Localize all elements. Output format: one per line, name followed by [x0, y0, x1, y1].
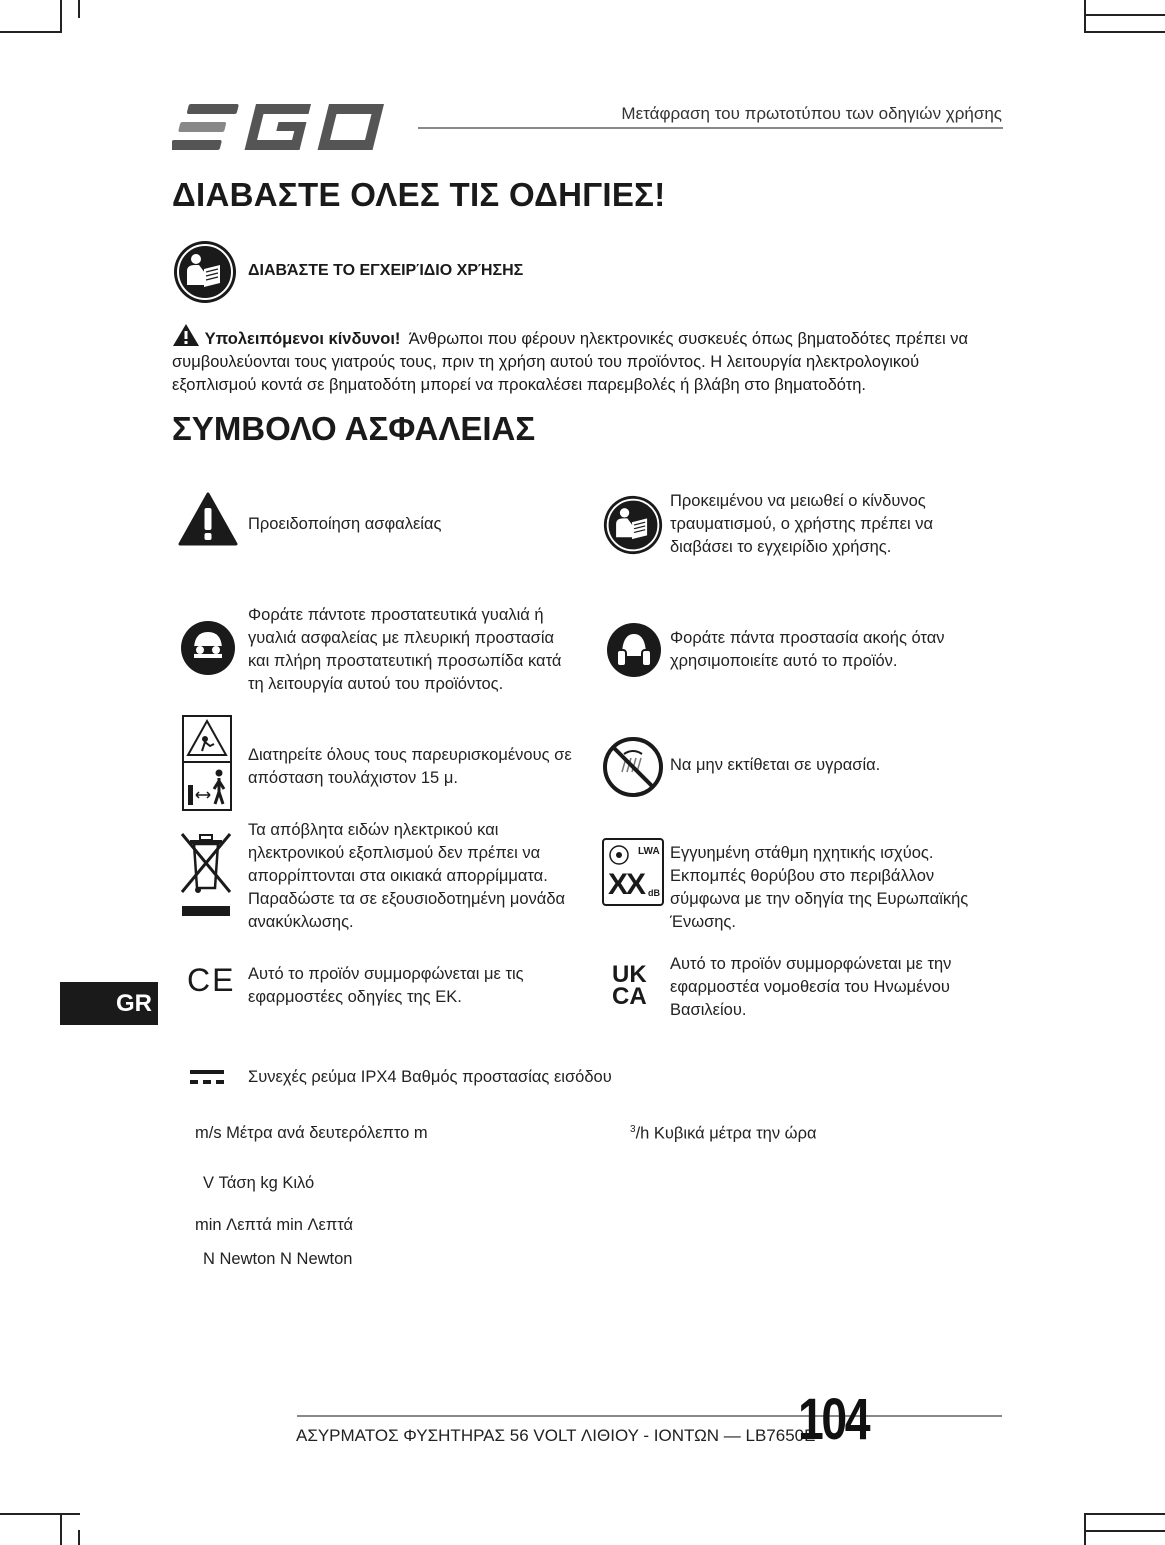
- unit-m3h-text: /h Κυβικά μέτρα την ώρα: [635, 1124, 817, 1143]
- sound-power-icon: [602, 838, 664, 906]
- symbol-dc-text: Συνεχές ρεύμα IPX4 Βαθμός προστασίας εισόδου: [248, 1068, 612, 1086]
- symbol-ukca-text: Αυτό το προϊόν συμμορφώνεται με την εφαρμοστέα νομοθεσία του Ηνωμένου Βασιλείου.: [670, 955, 952, 1019]
- symbol-noise-text: Εγγυημένη στάθμη ηχητικής ισχύος. Εκπομπές θορύβου στο περιβάλλον σύμφωνα με την οδηγία της Ευρωπαϊκής Ένωσης.: [670, 844, 969, 931]
- noise-icon-label: XX: [608, 868, 645, 901]
- crop-mark: [1084, 1513, 1165, 1515]
- crop-mark: [1084, 14, 1165, 16]
- footer-product: ΑΣΥΡΜΑΤΟΣ ΦΥΣΗΤΗΡΑΣ 56 VOLT ΛΙΘΙΟΥ - ΙΟΝΤΩΝ — LB7650E: [296, 1426, 816, 1445]
- ukca-mark-top: UK: [612, 961, 647, 988]
- residual-risk-text: Άνθρωποι που φέρουν ηλεκτρονικές συσκευές όπως βηματοδότες πρέπει να συμβουλεύονται τους γιατρούς τους, πριν τη χρήση αυτού του προϊόντος. Η λειτουργία ηλεκτρολογικού εξοπλισμού κοντά σε βηματοδότη μπορεί να προκαλέσει παρεμβολές ή βλάβη στο βηματοδότη.: [172, 330, 969, 394]
- warning-icon: [178, 492, 238, 546]
- symbol-bystanders-text: Διατηρείτε όλους τους παρευρισκομένους σε απόσταση τουλάχιστον 15 μ.: [248, 746, 572, 787]
- symbol-read-manual-text: Προκειμένου να μειωθεί ο κίνδυνος τραυματισμού, ο χρήστης πρέπει να διαβάσει το εγχειρίδιο χρήσης.: [670, 492, 934, 556]
- symbol-weee-text: Τα απόβλητα ειδών ηλεκτρικού και ηλεκτρονικού εξοπλισμού δεν πρέπει να απορρίπτονται στα οικιακά απορρίμματα. Παραδώστε τα σε εξουσιοδοτημένη μονάδα ανακύκλωσης.: [248, 821, 566, 931]
- header-rule: [418, 127, 1003, 129]
- read-manual-icon: [172, 239, 238, 305]
- bystanders-distance-icon: [182, 715, 232, 811]
- crop-mark: [1084, 1530, 1165, 1532]
- ukca-mark-bottom: CA: [612, 983, 647, 1010]
- symbol-no-moisture-text: Να μην εκτίθεται σε υγρασία.: [670, 756, 881, 774]
- page-number: 104: [798, 1387, 869, 1452]
- crop-mark: [78, 0, 80, 18]
- symbol-ear-protection-text: Φοράτε πάντα προστασία ακοής όταν χρησιμοποιείτε αυτό το προϊόν.: [670, 629, 945, 670]
- unit-m3h-sup: 3: [630, 1124, 636, 1135]
- page-title: ΔΙΑΒΑΣΤΕ ΟΛΕΣ ΤΙΣ ΟΔΗΓΙΕΣ!: [172, 176, 666, 213]
- crop-mark: [1084, 0, 1086, 33]
- symbol-ce-text: Αυτό το προϊόν συμμορφώνεται με τις εφαρμοστέες οδηγίες της ΕΚ.: [248, 965, 524, 1006]
- language-tab: GR: [60, 982, 158, 1025]
- read-manual-label: ΔΙΑΒΆΣΤΕ ΤΟ ΕΓΧΕΙΡΊΔΙΟ ΧΡΉΣΗΣ: [248, 262, 524, 279]
- crop-mark: [60, 0, 62, 33]
- unit-m3h: [630, 1124, 817, 1144]
- direct-current-icon: [190, 1068, 224, 1086]
- ego-logo: [172, 100, 397, 155]
- symbol-warning-text: Προειδοποίηση ασφαλείας: [248, 515, 442, 533]
- residual-risk-paragraph: [172, 323, 1007, 397]
- unit-n: N Newton N Newton: [203, 1250, 353, 1268]
- ce-mark-icon: CE: [187, 962, 236, 998]
- unit-min: min Λεπτά min Λεπτά: [195, 1216, 354, 1234]
- no-moisture-icon: [602, 736, 664, 798]
- translation-note: Μετάφραση του πρωτοτύπου των οδηγιών χρήσης: [621, 104, 1002, 123]
- warning-icon: [172, 323, 200, 347]
- crop-mark: [60, 1513, 62, 1545]
- ear-protection-icon: [606, 622, 662, 678]
- ukca-mark-icon: [612, 961, 647, 1010]
- crop-mark: [78, 1530, 80, 1545]
- symbol-eye-protection-text: Φοράτε πάντοτε προστατευτικά γυαλιά ή γυαλιά ασφαλείας με πλευρική προστασία και πλήρη προστατευτική προσωπίδα κατά τη λειτουργία αυτού του προϊόντος.: [248, 606, 562, 693]
- read-manual-icon: [602, 494, 664, 556]
- eye-protection-icon: [180, 620, 236, 676]
- weee-bin-icon: [178, 830, 234, 920]
- noise-icon-unit: dB: [648, 888, 660, 898]
- unit-ms: m/s Μέτρα ανά δευτερόλεπτο m: [195, 1124, 428, 1142]
- unit-v: V Τάση kg Κιλό: [203, 1174, 315, 1192]
- crop-mark: [1084, 1513, 1086, 1545]
- residual-risk-lead: Υπολειπόμενοι κίνδυνοι!: [204, 330, 401, 348]
- noise-icon-sub: LWA: [638, 846, 660, 857]
- section-title-safety-symbols: ΣΥΜΒΟΛΟ ΑΣΦΑΛΕΙΑΣ: [172, 410, 536, 447]
- footer-rule: [297, 1415, 1002, 1417]
- crop-mark: [1084, 31, 1165, 33]
- crop-mark: [0, 1513, 80, 1515]
- crop-mark: [0, 31, 60, 33]
